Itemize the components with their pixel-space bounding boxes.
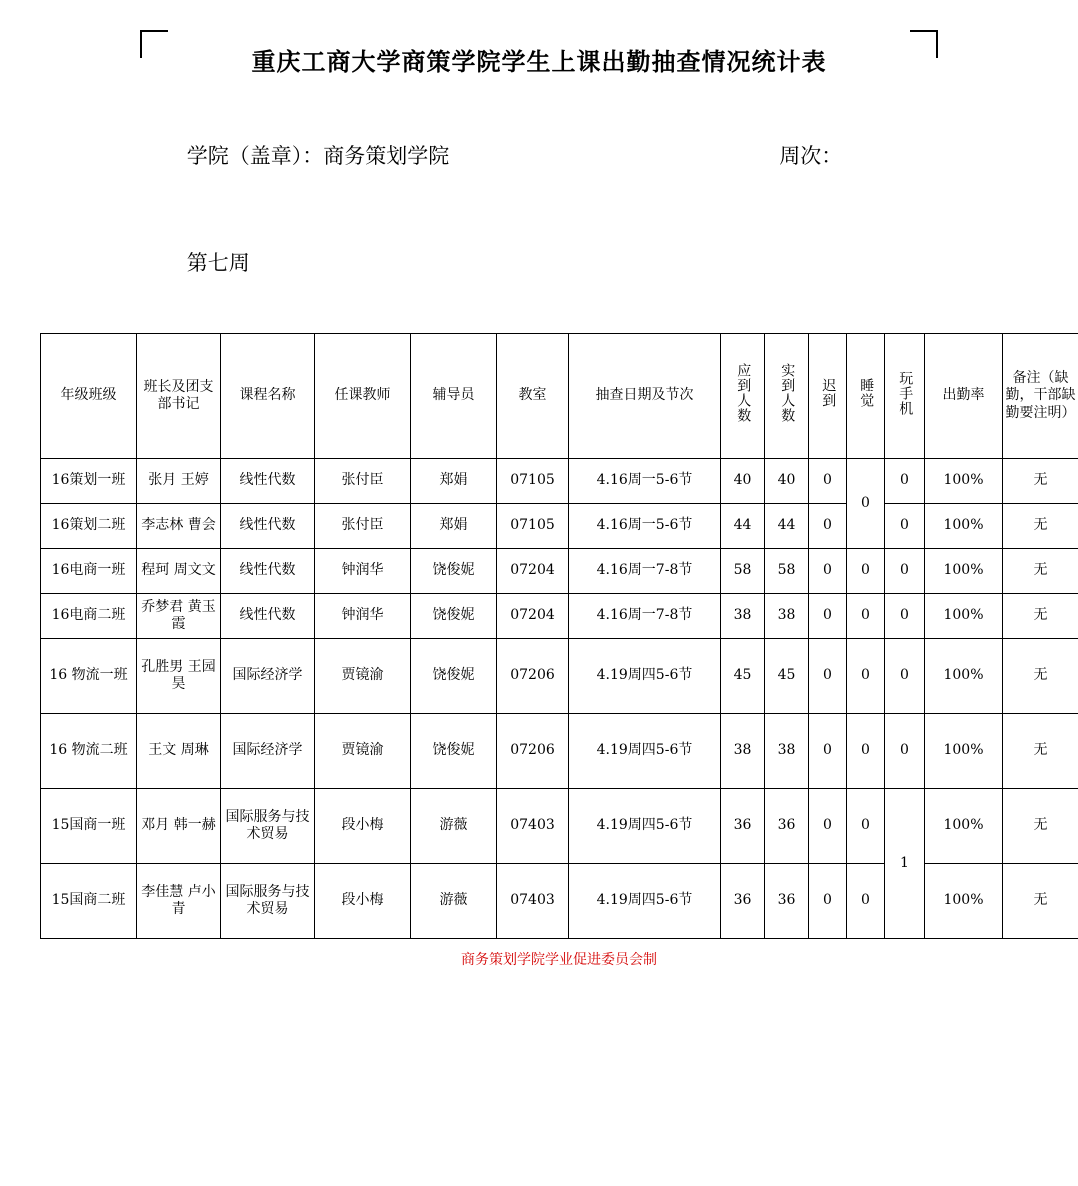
col-sleep: 睡觉 [847, 334, 885, 459]
cell-teacher: 贾镜渝 [315, 639, 411, 714]
page-title: 重庆工商大学商策学院学生上课出勤抽查情况统计表 [0, 30, 1078, 77]
footnote: 商务策划学院学业促进委员会制 [0, 949, 1078, 969]
col-remark: 备注（缺勤，干部缺勤要注明） [1003, 334, 1078, 459]
col-late: 迟到 [809, 334, 847, 459]
cell-teacher: 张付臣 [315, 504, 411, 549]
cell-sleep: 0 [847, 459, 885, 549]
cell-class: 16电商一班 [41, 549, 137, 594]
week-label: 周次： [779, 139, 842, 175]
cell-teacher: 段小梅 [315, 789, 411, 864]
table-header-row [41, 334, 1078, 459]
cell-monitor: 程珂 周文文 [137, 549, 221, 594]
table-row [41, 594, 1078, 639]
table-row [41, 789, 1078, 864]
cell-room: 07206 [497, 639, 569, 714]
cell-late: 0 [809, 459, 847, 504]
cell-course: 线性代数 [221, 504, 315, 549]
cell-expected: 44 [721, 504, 765, 549]
cell-rate: 100% [925, 714, 1003, 789]
college-label: 学院（盖章）： [187, 139, 324, 175]
cell-sleep: 0 [847, 714, 885, 789]
cell-sleep: 0 [847, 864, 885, 939]
cell-remark: 无 [1003, 864, 1078, 939]
cell-phone: 0 [885, 504, 925, 549]
cell-datetime: 4.19周四5-6节 [569, 639, 721, 714]
week-value: 第七周 [187, 246, 250, 282]
cell-counselor: 游薇 [411, 864, 497, 939]
cell-class: 16策划二班 [41, 504, 137, 549]
cell-remark: 无 [1003, 459, 1078, 504]
cell-course: 国际经济学 [221, 714, 315, 789]
cell-datetime: 4.16周一7-8节 [569, 594, 721, 639]
cell-rate: 100% [925, 504, 1003, 549]
cell-actual: 38 [765, 594, 809, 639]
meta-block [0, 103, 1078, 317]
cell-room: 07204 [497, 594, 569, 639]
cell-counselor: 饶俊妮 [411, 714, 497, 789]
cell-room: 07105 [497, 504, 569, 549]
cell-teacher: 贾镜渝 [315, 714, 411, 789]
cell-remark: 无 [1003, 639, 1078, 714]
cell-class: 16电商二班 [41, 594, 137, 639]
table-row [41, 714, 1078, 789]
cell-late: 0 [809, 639, 847, 714]
cell-actual: 36 [765, 864, 809, 939]
cell-actual: 45 [765, 639, 809, 714]
cell-class: 16 物流一班 [41, 639, 137, 714]
cell-class: 16策划一班 [41, 459, 137, 504]
cell-late: 0 [809, 549, 847, 594]
cell-course: 国际服务与技术贸易 [221, 864, 315, 939]
cell-actual: 58 [765, 549, 809, 594]
cell-late: 0 [809, 504, 847, 549]
cell-room: 07403 [497, 864, 569, 939]
cell-phone: 0 [885, 714, 925, 789]
cell-late: 0 [809, 789, 847, 864]
table-row [41, 459, 1078, 504]
cell-phone: 0 [885, 594, 925, 639]
table-row [41, 639, 1078, 714]
cell-counselor: 饶俊妮 [411, 639, 497, 714]
cell-room: 07204 [497, 549, 569, 594]
col-class: 年级班级 [41, 334, 137, 459]
cell-actual: 36 [765, 789, 809, 864]
cell-datetime: 4.16周一7-8节 [569, 549, 721, 594]
col-course: 课程名称 [221, 334, 315, 459]
col-rate: 出勤率 [925, 334, 1003, 459]
cell-teacher: 钟润华 [315, 549, 411, 594]
cell-rate: 100% [925, 594, 1003, 639]
cell-expected: 36 [721, 789, 765, 864]
cell-monitor: 邓月 韩一赫 [137, 789, 221, 864]
cell-late: 0 [809, 594, 847, 639]
cell-remark: 无 [1003, 504, 1078, 549]
crop-mark-top-right [910, 30, 938, 58]
crop-mark-top-left [140, 30, 168, 58]
cell-counselor: 饶俊妮 [411, 549, 497, 594]
col-teacher: 任课教师 [315, 334, 411, 459]
col-actual: 实到人数 [765, 334, 809, 459]
cell-expected: 45 [721, 639, 765, 714]
cell-remark: 无 [1003, 714, 1078, 789]
cell-rate: 100% [925, 789, 1003, 864]
cell-datetime: 4.16周一5-6节 [569, 459, 721, 504]
cell-late: 0 [809, 864, 847, 939]
cell-expected: 36 [721, 864, 765, 939]
cell-actual: 38 [765, 714, 809, 789]
cell-class: 15国商二班 [41, 864, 137, 939]
cell-phone: 0 [885, 639, 925, 714]
cell-course: 国际服务与技术贸易 [221, 789, 315, 864]
cell-rate: 100% [925, 549, 1003, 594]
cell-actual: 40 [765, 459, 809, 504]
cell-counselor: 郑娟 [411, 504, 497, 549]
cell-monitor: 王文 周琳 [137, 714, 221, 789]
cell-rate: 100% [925, 864, 1003, 939]
attendance-table [40, 333, 1078, 939]
col-room: 教室 [497, 334, 569, 459]
cell-datetime: 4.19周四5-6节 [569, 714, 721, 789]
cell-counselor: 游薇 [411, 789, 497, 864]
cell-datetime: 4.19周四5-6节 [569, 864, 721, 939]
cell-class: 16 物流二班 [41, 714, 137, 789]
cell-counselor: 饶俊妮 [411, 594, 497, 639]
cell-expected: 58 [721, 549, 765, 594]
cell-phone: 0 [885, 459, 925, 504]
cell-course: 线性代数 [221, 459, 315, 504]
cell-room: 07206 [497, 714, 569, 789]
cell-late: 0 [809, 714, 847, 789]
col-counselor: 辅导员 [411, 334, 497, 459]
cell-expected: 38 [721, 714, 765, 789]
cell-room: 07403 [497, 789, 569, 864]
cell-phone: 0 [885, 549, 925, 594]
cell-course: 国际经济学 [221, 639, 315, 714]
cell-remark: 无 [1003, 594, 1078, 639]
cell-rate: 100% [925, 639, 1003, 714]
cell-sleep: 0 [847, 789, 885, 864]
cell-room: 07105 [497, 459, 569, 504]
cell-monitor: 乔梦君 黄玉霞 [137, 594, 221, 639]
cell-course: 线性代数 [221, 549, 315, 594]
col-expected: 应到人数 [721, 334, 765, 459]
cell-monitor: 孔胜男 王园昊 [137, 639, 221, 714]
col-datetime: 抽查日期及节次 [569, 334, 721, 459]
cell-actual: 44 [765, 504, 809, 549]
cell-counselor: 郑娟 [411, 459, 497, 504]
cell-sleep: 0 [847, 639, 885, 714]
col-phone: 玩手机 [885, 334, 925, 459]
college-value: 商务策划学院 [323, 139, 449, 175]
cell-monitor: 李佳慧 卢小青 [137, 864, 221, 939]
cell-rate: 100% [925, 459, 1003, 504]
col-monitor: 班长及团支部书记 [137, 334, 221, 459]
cell-teacher: 钟润华 [315, 594, 411, 639]
cell-sleep: 0 [847, 594, 885, 639]
cell-datetime: 4.19周四5-6节 [569, 789, 721, 864]
cell-expected: 38 [721, 594, 765, 639]
cell-remark: 无 [1003, 549, 1078, 594]
cell-monitor: 李志林 曹会 [137, 504, 221, 549]
cell-phone: 1 [885, 789, 925, 939]
table-row [41, 504, 1078, 549]
cell-expected: 40 [721, 459, 765, 504]
table-row [41, 549, 1078, 594]
cell-remark: 无 [1003, 789, 1078, 864]
cell-class: 15国商一班 [41, 789, 137, 864]
cell-course: 线性代数 [221, 594, 315, 639]
cell-teacher: 段小梅 [315, 864, 411, 939]
cell-datetime: 4.16周一5-6节 [569, 504, 721, 549]
cell-sleep: 0 [847, 549, 885, 594]
cell-monitor: 张月 王婷 [137, 459, 221, 504]
cell-teacher: 张付臣 [315, 459, 411, 504]
